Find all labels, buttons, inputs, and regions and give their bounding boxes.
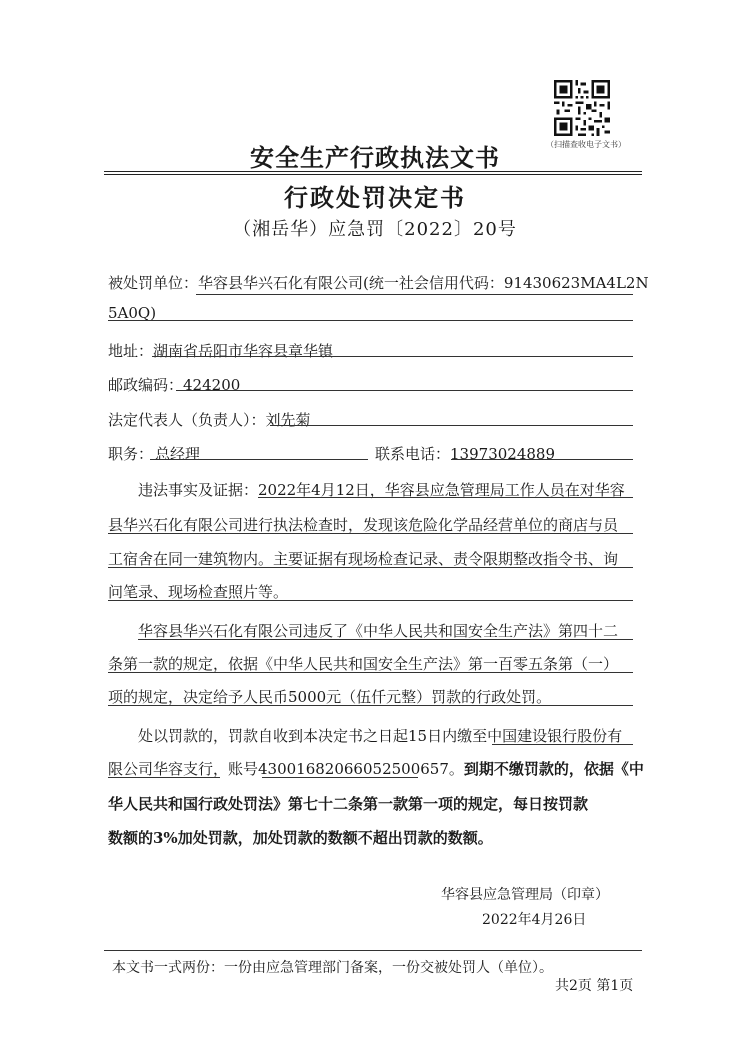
underline bbox=[270, 425, 633, 426]
payment-line-3: 华人民共和国行政处罚法》第七十二条第一款第一项的规定，每日按罚款 bbox=[108, 795, 589, 813]
underline bbox=[108, 777, 220, 778]
postcode-line bbox=[108, 374, 240, 395]
postcode-label: 邮政编码： bbox=[108, 376, 184, 394]
underline bbox=[262, 777, 418, 778]
phone-line bbox=[375, 443, 555, 464]
representative-value: 刘先菊 bbox=[265, 411, 311, 429]
address-label: 地址： bbox=[108, 342, 154, 360]
underline bbox=[451, 459, 633, 460]
underline bbox=[492, 744, 633, 745]
header-rule-bottom bbox=[104, 174, 642, 175]
payment-line-2 bbox=[108, 758, 644, 779]
header-rule-top bbox=[104, 171, 642, 172]
decision-line-3: 项的规定，决定给予人民币5000元（伍仟元整）罚款的行政处罚。 bbox=[108, 688, 552, 706]
payment-penalty-start: 到期不缴罚款的，依据《中 bbox=[463, 760, 644, 778]
payment-line-1: 处以罚款的，罚款自收到本决定书之日起15日内缴至中国建设银行股份有 bbox=[138, 727, 623, 745]
qr-code-icon bbox=[554, 80, 610, 136]
issue-date: 2022年4月26日 bbox=[482, 912, 587, 928]
underline bbox=[108, 567, 633, 568]
document-category-header: 安全生产行政执法文书 bbox=[250, 143, 500, 172]
facts-line-1: 违法事实及证据：2022年4月12日，华容县应急管理局工作人员在对华容 bbox=[138, 481, 625, 499]
party-line-1 bbox=[108, 272, 649, 293]
facts-line-2: 县华兴石化有限公司进行执法检查时，发现该危险化学品经营单位的商店与员 bbox=[108, 516, 619, 534]
underline bbox=[150, 459, 368, 460]
underline bbox=[108, 672, 633, 673]
representative-label: 法定代表人（负责人）： bbox=[108, 411, 266, 429]
representative-line bbox=[108, 409, 311, 430]
position-value: 总经理 bbox=[155, 445, 201, 463]
underline bbox=[108, 320, 633, 321]
payment-line-4: 数额的3%加处罚款，加处罚款的数额不超出罚款的数额。 bbox=[108, 829, 493, 847]
underline bbox=[258, 497, 633, 498]
underline bbox=[108, 600, 633, 601]
party-value: 华容县华兴石化有限公司(统一社会信用代码：91430623MA4L2N bbox=[198, 274, 649, 292]
party-label: 被处罚单位： bbox=[108, 274, 199, 292]
footer-rule bbox=[104, 950, 642, 951]
qr-caption: （扫描查收电子文书） bbox=[546, 140, 626, 149]
party-line-2: 5A0Q) bbox=[108, 304, 157, 322]
footer-note: 本文书一式两份：一份由应急管理部门备案，一份交被处罚人（单位）。 bbox=[112, 960, 553, 976]
address-value: 湖南省岳阳市华容县章华镇 bbox=[153, 342, 334, 360]
payment-account: 限公司华容支行，账号43001682066052500657。 bbox=[108, 760, 464, 778]
decision-line-2: 条第一款的规定，依据《中华人民共和国安全生产法》第一百零五条第（一） bbox=[108, 655, 619, 673]
underline bbox=[138, 639, 633, 640]
phone-label: 联系电话： bbox=[375, 445, 451, 463]
facts-line-4: 问笔录、现场检查照片等。 bbox=[108, 583, 289, 601]
underline bbox=[108, 705, 633, 706]
decision-line-1: 华容县华兴石化有限公司违反了《中华人民共和国安全生产法》第四十二 bbox=[138, 622, 619, 640]
document-number: （湘岳华）应急罚〔2022〕20号 bbox=[233, 219, 517, 240]
underline bbox=[176, 390, 633, 391]
position-line bbox=[108, 443, 200, 464]
phone-value: 13973024889 bbox=[450, 445, 555, 463]
postcode-value: 424200 bbox=[183, 376, 241, 394]
underline bbox=[196, 294, 633, 295]
address-line bbox=[108, 340, 333, 361]
position-label: 职务： bbox=[108, 445, 154, 463]
facts-line-3: 工宿舍在同一建筑物内。主要证据有现场检查记录、责令限期整改指令书、询 bbox=[108, 550, 619, 568]
underline bbox=[108, 533, 633, 534]
page-indicator: 共2页 第1页 bbox=[555, 978, 634, 994]
underline bbox=[152, 356, 633, 357]
document-title: 行政处罚决定书 bbox=[284, 183, 466, 212]
issuing-authority: 华容县应急管理局（印章） bbox=[441, 887, 609, 903]
